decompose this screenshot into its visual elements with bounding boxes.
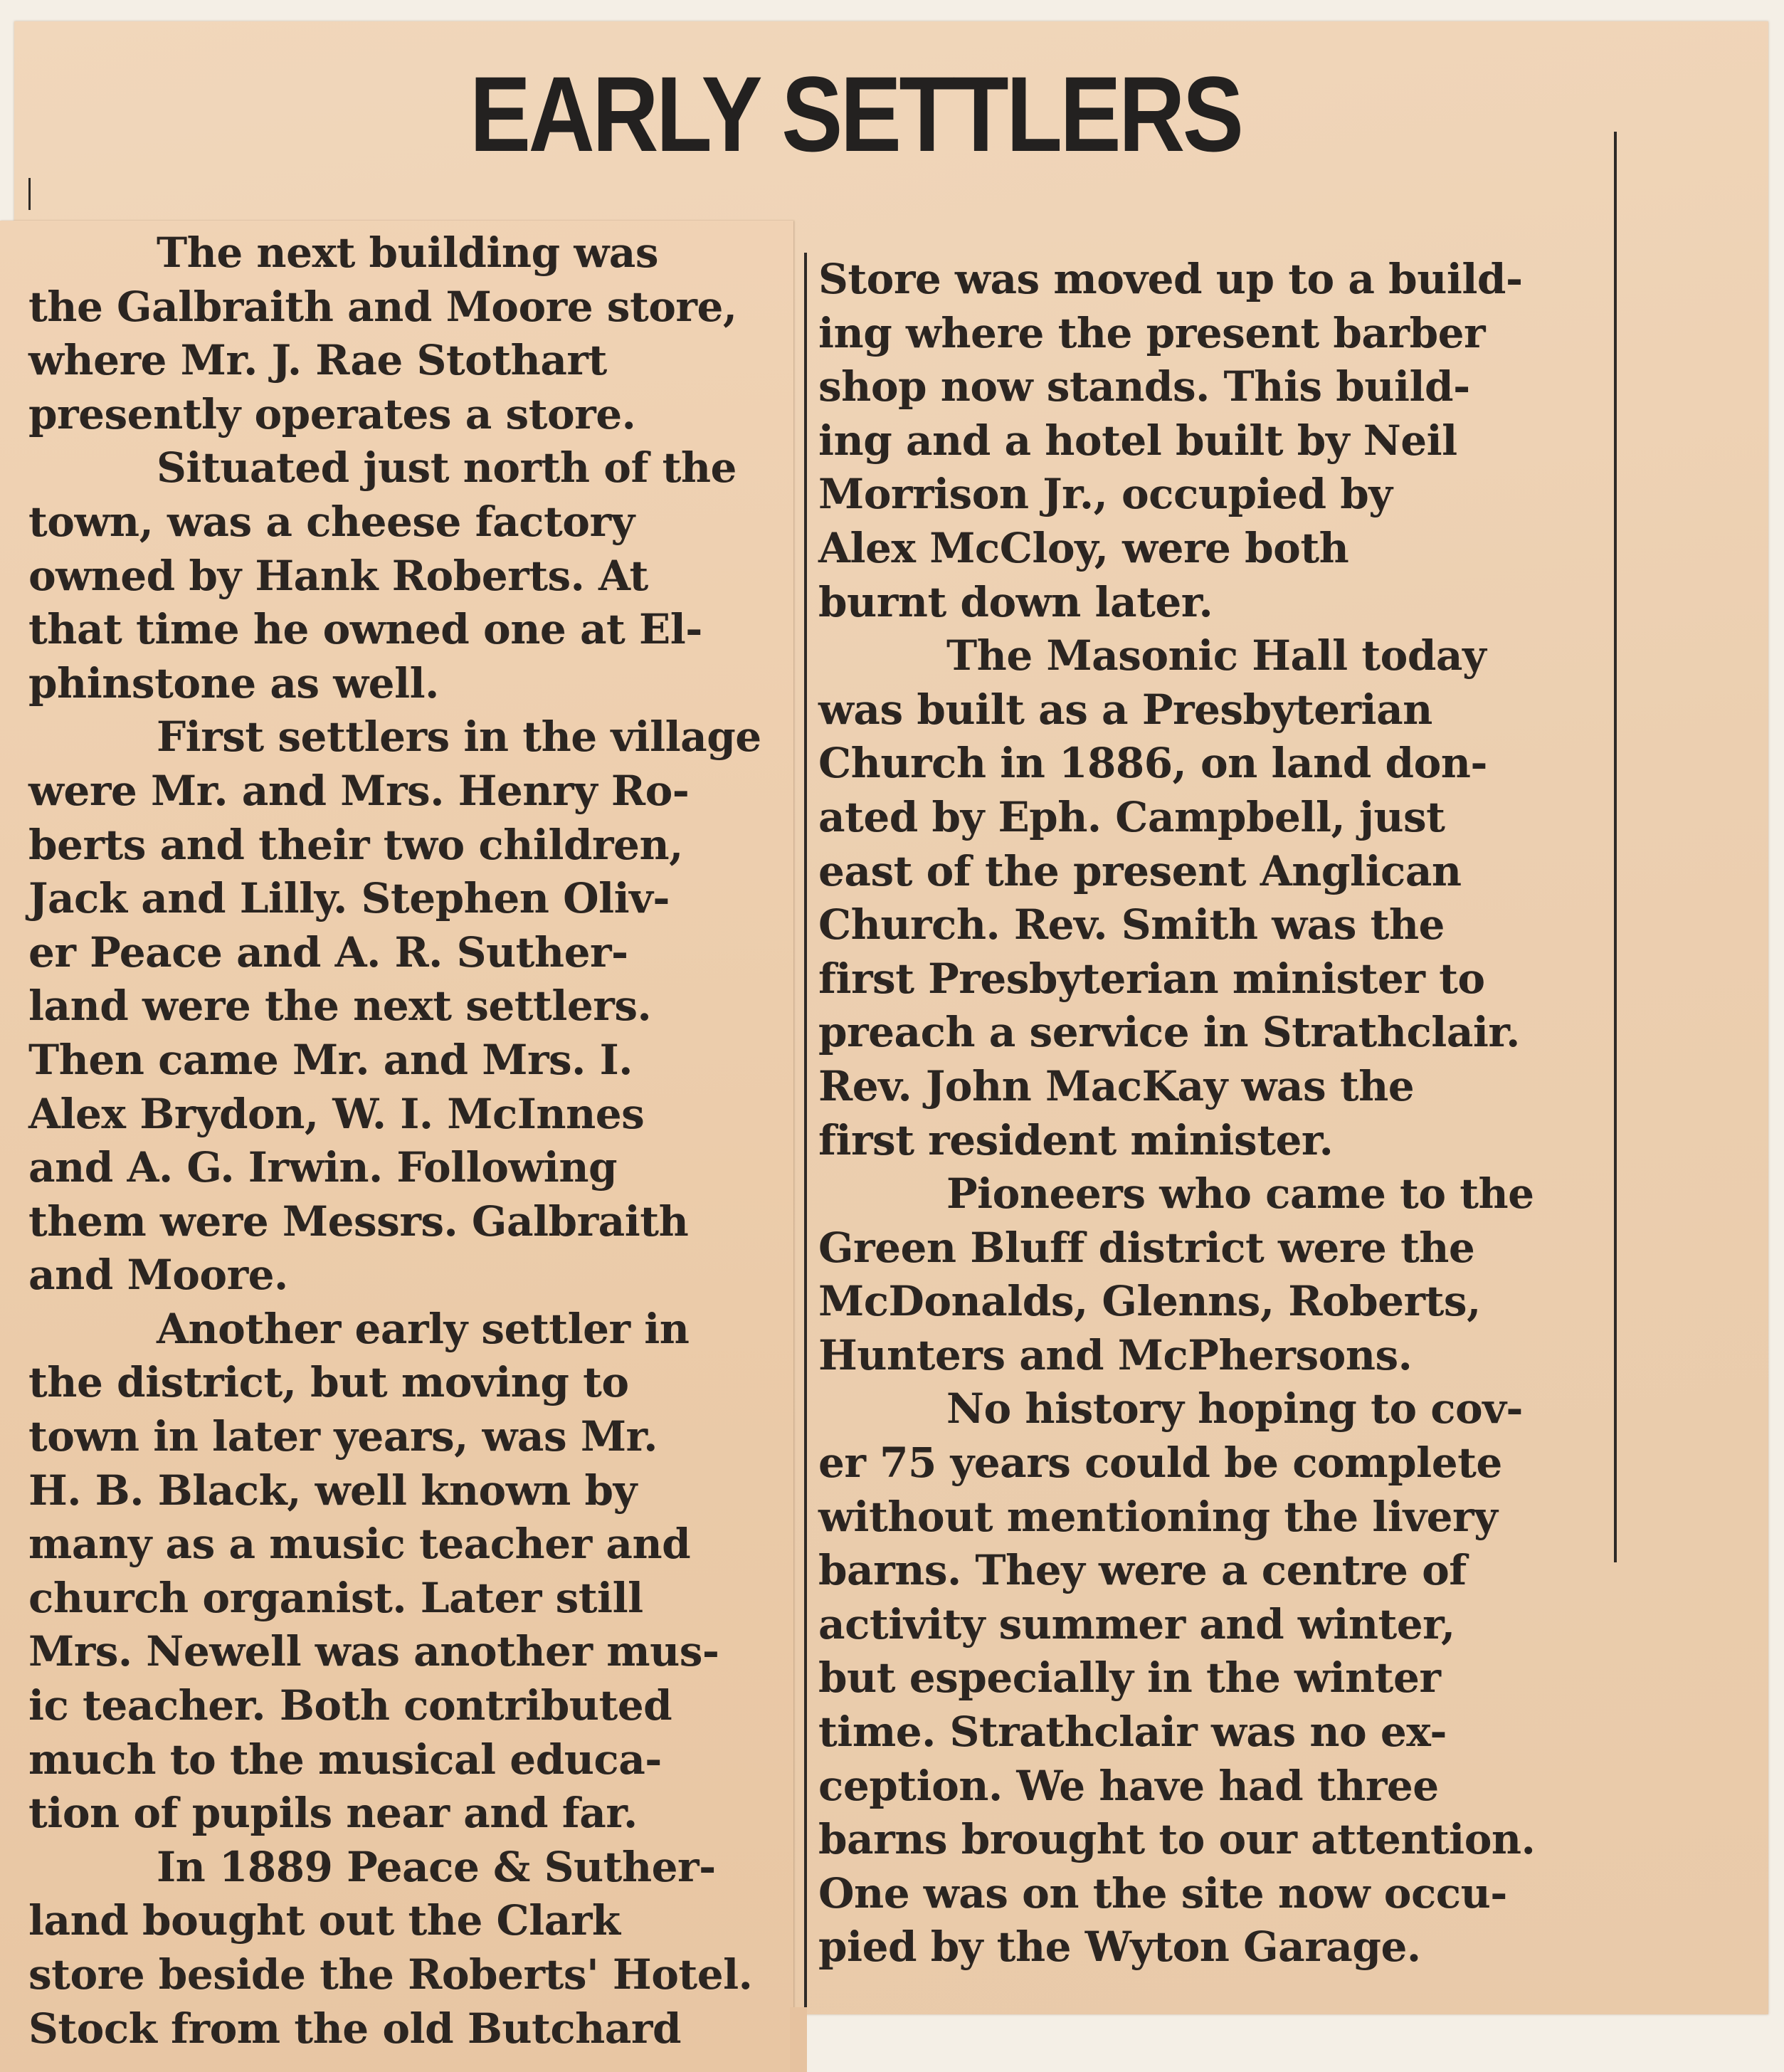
text-line: Church in 1886, on land don-: [818, 739, 1487, 788]
text-line: first Presbyterian minister to: [818, 954, 1485, 1003]
text-line: first resident minister.: [818, 1115, 1334, 1164]
text-line: church organist. Later still: [28, 1573, 643, 1622]
text-line: Rev. John MacKay was the: [818, 1061, 1415, 1110]
text-line: Stock from the old Butchard: [28, 2004, 681, 2053]
text-line: and A. G. Irwin. Following: [28, 1143, 618, 1192]
text-line: presently operates a store.: [28, 389, 636, 438]
text-line: the district, but moving to: [28, 1358, 629, 1407]
text-line: shop now stands. This build-: [818, 362, 1470, 411]
text-line: owned by Hank Roberts. At: [28, 551, 648, 600]
text-line: were Mr. and Mrs. Henry Ro-: [28, 766, 690, 815]
text-line: town, was a cheese factory: [28, 497, 635, 546]
column-divider: [804, 253, 807, 2018]
text-line: The next building was: [157, 228, 659, 277]
text-line: ception. We have had three: [818, 1761, 1439, 1810]
text-line: burnt down later.: [818, 577, 1213, 626]
text-line: Alex McCloy, were both: [818, 523, 1349, 572]
text-line: much to the musical educa-: [28, 1735, 662, 1784]
text-line: east of the present Anglican: [818, 846, 1462, 895]
text-line: many as a music teacher and: [28, 1520, 691, 1569]
text-line: berts and their two children,: [28, 820, 683, 869]
text-line: the Galbraith and Moore store,: [28, 282, 737, 331]
text-line: Pioneers who came to the: [946, 1169, 1534, 1219]
text-line: In 1889 Peace & Suther-: [157, 1842, 716, 1891]
text-line: land were the next settlers.: [28, 982, 652, 1031]
text-line: Then came Mr. and Mrs. I.: [28, 1035, 633, 1084]
text-line: that time he owned one at El-: [28, 605, 702, 654]
text-line: Jack and Lilly. Stephen Oliv-: [28, 874, 670, 923]
text-line: and Moore.: [28, 1251, 288, 1300]
text-line: barns brought to our attention.: [818, 1815, 1536, 1864]
text-line: was built as a Presbyterian: [818, 685, 1432, 734]
text-line: preach a service in Strathclair.: [818, 1008, 1520, 1057]
text-line: ic teacher. Both contributed: [28, 1681, 672, 1730]
text-line: without mentioning the livery: [818, 1492, 1498, 1541]
text-line: ated by Eph. Campbell, just: [818, 792, 1445, 841]
text-line: barns. They were a centre of: [818, 1546, 1467, 1595]
text-line: er 75 years could be complete: [818, 1439, 1502, 1488]
text-line: Church. Rev. Smith was the: [818, 900, 1445, 950]
text-line: McDonalds, Glenns, Roberts,: [818, 1277, 1481, 1326]
text-line: Store was moved up to a build-: [818, 255, 1523, 303]
text-line: town in later years, was Mr.: [28, 1412, 658, 1461]
text-line: pied by the Wyton Garage.: [818, 1923, 1421, 1972]
text-line: Hunters and McPhersons.: [818, 1330, 1413, 1379]
text-line: Alex Brydon, W. I. McInnes: [28, 1089, 645, 1138]
text-line: tion of pupils near and far.: [28, 1789, 638, 1838]
text-line: where Mr. J. Rae Stothart: [28, 336, 607, 385]
text-line: time. Strathclair was no ex-: [818, 1708, 1447, 1757]
text-line: Green Bluff district were the: [818, 1223, 1475, 1272]
text-line: Morrison Jr., occupied by: [818, 470, 1393, 519]
text-line: but especially in the winter: [818, 1653, 1441, 1703]
article-right-column: [818, 253, 1615, 1974]
left-margin-mark: [28, 178, 31, 210]
text-line: The Masonic Hall today: [946, 631, 1487, 680]
text-line: store beside the Roberts' Hotel.: [28, 1950, 753, 1999]
text-line: activity summer and winter,: [818, 1599, 1455, 1648]
text-line: Situated just north of the: [157, 443, 737, 493]
text-line: land bought out the Clark: [28, 1896, 621, 1945]
text-line: First settlers in the village: [157, 712, 761, 762]
clipping-torn-edge: [790, 2007, 807, 2072]
text-line: ing where the present barber: [818, 308, 1486, 357]
text-line: Another early settler in: [157, 1304, 690, 1353]
text-line: phinstone as well.: [28, 658, 439, 708]
text-line: H. B. Black, well known by: [28, 1466, 637, 1515]
text-line: er Peace and A. R. Suther-: [28, 927, 628, 977]
text-line: No history hoping to cov-: [946, 1384, 1523, 1434]
article-left-column: [28, 226, 797, 2056]
text-line: them were Messrs. Galbraith: [28, 1197, 689, 1246]
article-headline: EARLY SETTLERS: [470, 54, 1242, 174]
text-line: Mrs. Newell was another mus-: [28, 1627, 719, 1676]
text-line: One was on the site now occu-: [818, 1868, 1507, 1918]
text-line: ing and a hotel built by Neil: [818, 416, 1457, 465]
